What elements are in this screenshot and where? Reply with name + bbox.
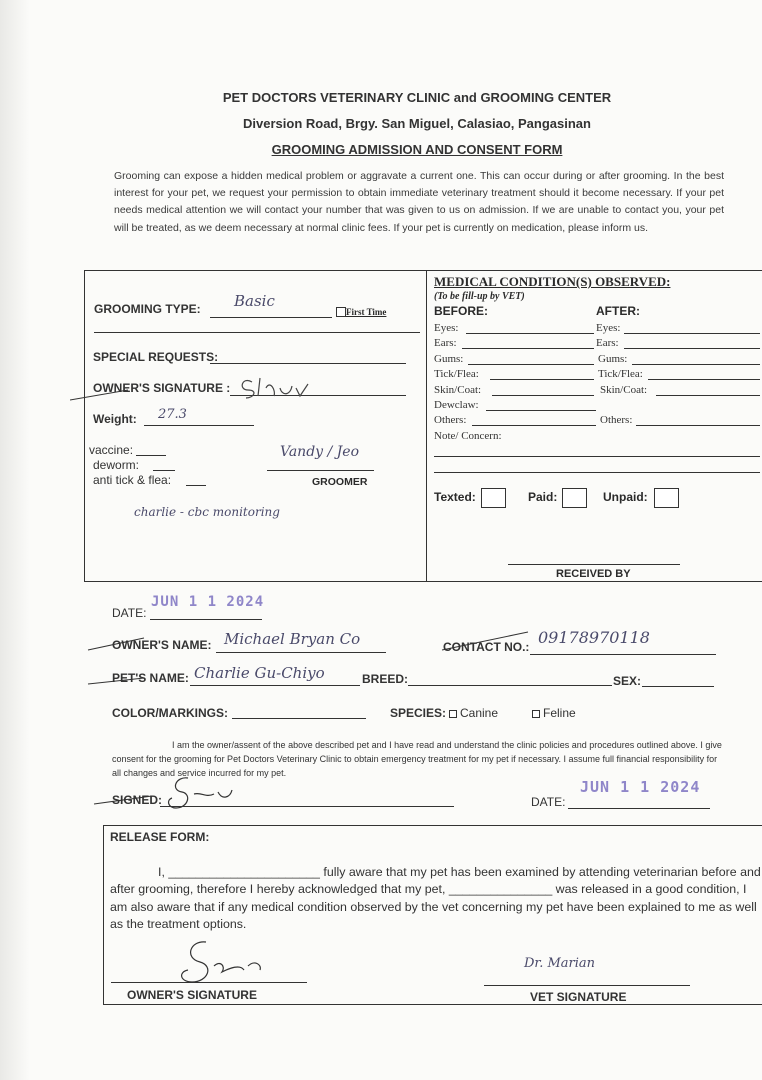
sex-line (642, 686, 714, 687)
after-row-line (636, 425, 760, 426)
pet-name-value[interactable]: Charlie Gu-Chiyo (194, 664, 325, 682)
clinic-address: Diversion Road, Brgy. San Miguel, Calasiao, Pangasinan (243, 116, 591, 131)
consent-date-line (568, 808, 710, 809)
pet-name-label: PET'S NAME: (112, 671, 189, 685)
before-row: Gums: (434, 353, 464, 365)
paid-checkbox[interactable] (562, 488, 587, 508)
antitick-label: anti tick & flea: (93, 473, 172, 487)
texted-checkbox[interactable] (481, 488, 506, 508)
canine-label: Canine (460, 706, 499, 720)
owner-name-label: OWNER'S NAME: (112, 638, 212, 652)
after-row: Eyes: (596, 322, 621, 334)
weight-line (144, 425, 254, 426)
medical-subtitle: (To be fill-up by VET) (434, 291, 525, 302)
before-row-line (486, 410, 596, 411)
special-requests-label: SPECIAL REQUESTS: (93, 350, 219, 364)
groomer-name[interactable]: Vandy / Jeo (280, 444, 360, 460)
after-row: Tick/Flea: (598, 368, 643, 380)
feline-checkbox[interactable] (532, 710, 540, 718)
consent-date-stamp: JUN 1 1 2024 (580, 778, 701, 796)
vet-signature-caption: VET SIGNATURE (530, 990, 627, 1004)
after-row: Gums: (598, 353, 628, 365)
signed-label: SIGNED: (112, 793, 163, 807)
deworm-label: deworm: (93, 458, 140, 472)
signed-signature (92, 768, 242, 818)
owner-signature-label: OWNER'S SIGNATURE : (93, 381, 231, 395)
canine-checkbox[interactable] (449, 710, 457, 718)
medical-title: MEDICAL CONDITION(S) OBSERVED: (434, 274, 671, 289)
date-label: DATE: (112, 606, 147, 620)
note-line (434, 472, 760, 473)
owner-name-value[interactable]: Michael Bryan Co (224, 630, 361, 648)
feline-label: Feline (543, 706, 576, 720)
note-concern-label: Note/ Concern: (434, 430, 502, 442)
vet-name: Dr. Marian (524, 956, 596, 971)
before-row-line (462, 348, 594, 349)
received-by-line (508, 564, 680, 565)
unpaid-label: Unpaid: (603, 490, 648, 504)
pet-name-line (190, 685, 360, 686)
contact-value[interactable]: 09178970118 (538, 628, 650, 647)
paid-label: Paid: (528, 490, 558, 504)
before-row-line (468, 364, 594, 365)
form-title: GROOMING ADMISSION AND CONSENT FORM (271, 142, 563, 157)
species-label: SPECIES: (390, 706, 447, 720)
first-time-checkbox[interactable] (336, 307, 346, 317)
owner-name-line (216, 652, 386, 653)
before-row: Dewclaw: (434, 399, 479, 411)
after-label: AFTER: (596, 304, 640, 318)
before-row: Skin/Coat: (434, 384, 482, 396)
received-by-label: RECEIVED BY (556, 568, 631, 580)
grooming-type-value[interactable]: Basic (234, 292, 275, 310)
breed-line (408, 685, 612, 686)
before-row-line (492, 395, 594, 396)
release-text: I, ______________________ fully aware that my pet has been examined by attending veterinarian before and after grooming, therefore I hereby acknowledged that my pet, _______________ was released in a good condition, I am also aware that if any medical condition observed by the vet concerning my pet have been explained to me as well as the treatment options. (110, 865, 761, 932)
before-row-line (490, 379, 594, 380)
release-title: RELEASE FORM: (110, 830, 210, 844)
before-label: BEFORE: (434, 304, 488, 318)
grooming-type-label: GROOMING TYPE: (94, 302, 201, 316)
contact-line (530, 654, 716, 655)
deworm-line (153, 470, 175, 471)
grooming-type-line (210, 317, 332, 318)
intro-paragraph: Grooming can expose a hidden medical problem or aggravate a current one. This can occur during or after grooming. In the best interest for your pet, we request your permission to obtain immediate veterinary treatment should it become necessary. If your pet needs medical attention we will contact your number that was given to us on admission. If we are unable to contact you, your pet will be treated, as we deem necessary at normal clinic fees. If your pet is currently on medication, please inform us. (114, 170, 724, 234)
consent-date-label: DATE: (531, 795, 566, 809)
before-row: Eyes: (434, 322, 459, 334)
vet-signature-line (484, 985, 690, 986)
breed-label: BREED: (362, 672, 409, 686)
weight-value[interactable]: 27.3 (158, 407, 187, 422)
after-row-line (648, 379, 760, 380)
after-row: Skin/Coat: (600, 384, 648, 396)
grooming-notes: charlie - cbc monitoring (134, 505, 280, 519)
color-markings-label: COLOR/MARKINGS: (112, 706, 228, 720)
date-stamp: JUN 1 1 2024 (151, 594, 265, 610)
sex-label: SEX: (613, 674, 642, 688)
unpaid-checkbox[interactable] (654, 488, 679, 508)
antitick-line (186, 485, 206, 486)
date-line (150, 619, 262, 620)
note-line (434, 456, 760, 457)
before-row: Tick/Flea: (434, 368, 479, 380)
before-row-line (472, 425, 596, 426)
release-owner-signature (150, 936, 280, 988)
after-row-line (624, 333, 760, 334)
after-row-line (624, 348, 760, 349)
texted-label: Texted: (434, 490, 476, 504)
contact-label: CONTACT NO.: (443, 640, 530, 654)
before-row: Ears: (434, 337, 457, 349)
after-row: Others: (600, 414, 633, 426)
paper-edge (0, 0, 30, 1080)
vaccine-label: vaccine: (89, 443, 134, 457)
groomer-line (267, 470, 374, 471)
owner-signature-scribble (70, 366, 330, 406)
special-requests-line (210, 363, 406, 364)
weight-label: Weight: (93, 412, 137, 426)
before-row-line (466, 333, 594, 334)
owner-signature-caption: OWNER'S SIGNATURE (127, 988, 257, 1002)
after-row: Ears: (596, 337, 619, 349)
color-markings-line (232, 718, 366, 719)
after-row-line (632, 364, 760, 365)
before-row: Others: (434, 414, 467, 426)
vaccine-line (136, 455, 166, 456)
consent-text: I am the owner/assent of the above described pet and I have read and understand the clinic policies and procedures outlined above. I give consent for the grooming for Pet Doctors Veterinary Clinic to obtain emergency treatment for my pet if necessary. I assume full financial responsibility for all changes and service incurred for my pet. (112, 740, 722, 778)
after-row-line (656, 395, 760, 396)
grooming-extra-line (94, 332, 420, 333)
clinic-name: PET DOCTORS VETERINARY CLINIC and GROOMING CENTER (222, 90, 612, 105)
first-time-label: First Time (346, 307, 387, 317)
groomer-label: GROOMER (312, 476, 368, 488)
